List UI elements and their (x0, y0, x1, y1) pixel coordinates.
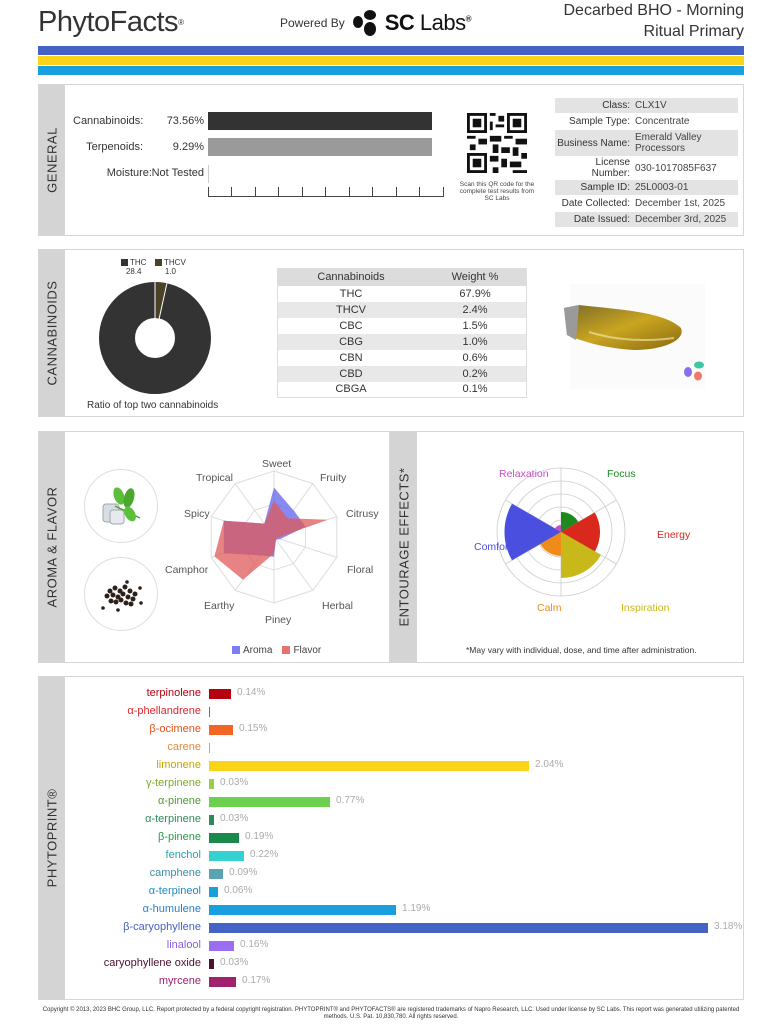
color-stripes (38, 46, 744, 76)
effect-label-calm: Calm (537, 602, 562, 614)
terpene-bar (209, 977, 236, 987)
table-header (278, 269, 527, 286)
terpene-value: 0.15% (239, 723, 268, 734)
info-row-license (555, 157, 738, 179)
terpene-name: β-pinene (157, 831, 201, 843)
powered-by (280, 9, 471, 37)
aroma-section-tab (39, 432, 65, 662)
terpene-row (65, 829, 735, 847)
info-value: 25L0003-01 (635, 182, 689, 193)
qr-code-icon[interactable] (467, 113, 527, 173)
radar-label-earthy: Earthy (204, 600, 235, 612)
terpene-row (65, 721, 735, 739)
cannabinoids-label: Cannabinoids: (73, 115, 144, 127)
terpene-bar (209, 905, 396, 915)
brand-mark: ® (178, 18, 184, 27)
effect-label-focus: Focus (607, 468, 636, 480)
terpene-value: 0.19% (245, 831, 274, 842)
cell-value: 2.4% (424, 302, 526, 318)
copyright-footer: Copyright © 2013, 2023 BHC Group, LLC. Report protected by a federal copyright registration. PHYTOPRINT® and PHYTOFACTS® are registered trademarks of Napro Research, LLC. Used under license by SC Labs. This report was generated utilizing patented methods. U.S. Pat. 10,830,780. All rights reserved. (42, 1007, 740, 1020)
general-axis (208, 187, 444, 197)
terpene-bar (209, 887, 218, 897)
info-row-date-collected (555, 196, 738, 211)
brand-name: PhytoFacts (38, 6, 179, 38)
effect-label-energy: Energy (657, 529, 691, 541)
terpene-bar (209, 743, 210, 753)
lab-logo-light: Labs (419, 10, 466, 35)
stripe-yellow (38, 56, 744, 65)
entourage-note: *May vary with individual, dose, and time after administration. (466, 645, 697, 655)
terpene-row (65, 973, 735, 991)
cell-name: THC (339, 287, 363, 300)
terpene-name: β-ocimene (149, 723, 201, 735)
effect-label-relaxation: Relaxation (499, 468, 549, 480)
terpene-value: 0.16% (240, 939, 269, 950)
legend-value: 28.4 (125, 267, 142, 276)
terpene-value: 0.06% (224, 885, 253, 896)
info-row-date-issued (555, 212, 738, 227)
terpene-row (65, 865, 735, 883)
info-key: Sample ID: (580, 182, 630, 193)
cell-value: 1.5% (462, 319, 488, 332)
cannabinoids-section-tab (39, 250, 65, 416)
stripe-lightblue (38, 66, 744, 75)
terpene-bar (209, 761, 529, 771)
terpene-row (65, 793, 735, 811)
concentrate-product-image (564, 280, 709, 395)
terpene-bar (209, 797, 330, 807)
cell-name: CBC (339, 319, 363, 332)
info-key: Date Collected: (561, 198, 630, 209)
cell-name: CBGA (335, 383, 367, 396)
cell-value: 67.9% (459, 287, 491, 300)
terpene-value: 0.03% (220, 957, 249, 968)
terpene-name: α-terpineol (148, 885, 201, 897)
info-value: Concentrate (635, 116, 690, 127)
phytoprint-section-tab (39, 677, 65, 999)
info-row-class (555, 98, 738, 113)
terpene-name: α-pinene (157, 795, 201, 807)
terpenoids-bar (208, 138, 432, 156)
table-row (278, 350, 527, 366)
terpene-row (65, 937, 735, 955)
info-key: Date Issued: (573, 214, 630, 225)
terpene-bar (209, 851, 244, 861)
info-value: December 3rd, 2025 (635, 214, 727, 225)
terpene-name: camphene (149, 867, 201, 879)
terpene-value: 0.22% (250, 849, 279, 860)
terpene-bar (209, 833, 239, 843)
cell-name: CBN (339, 351, 363, 364)
terpene-name: α-phellandrene (127, 705, 201, 717)
report-header (38, 0, 744, 44)
section-label: ENTOURAGE EFFECTS* (396, 467, 412, 627)
terpene-row (65, 703, 735, 721)
sample-info-table (555, 98, 738, 228)
legend-flavor (282, 645, 321, 656)
legend-aroma (232, 645, 272, 656)
terpene-value: 2.04% (535, 759, 564, 770)
moisture-label: Moisture: (106, 167, 152, 179)
cell-value: 0.6% (462, 351, 488, 364)
info-row-sample-id (555, 180, 738, 195)
aroma-flavor-radar-chart (204, 464, 347, 610)
terpene-bar (209, 779, 214, 789)
product-title-line2: Ritual Primary (643, 23, 744, 40)
info-key: License Number: (591, 157, 630, 179)
terpene-row (65, 847, 735, 865)
info-value: 030-1017085F637 (635, 162, 717, 174)
cell-value: 0.2% (424, 366, 526, 382)
general-section-tab (39, 85, 65, 235)
cell-name: CBG (278, 334, 425, 350)
qr-caption: Scan this QR code for the complete test results from SC Labs (459, 181, 535, 202)
column-header: Cannabinoids (278, 269, 425, 286)
terpene-value: 0.03% (220, 813, 249, 824)
terpene-name: myrcene (158, 975, 201, 987)
terpene-name: carene (167, 741, 201, 753)
terpene-bar (209, 869, 223, 879)
terpene-name: caryophyllene oxide (103, 957, 201, 969)
sc-labs-logo-icon (351, 9, 379, 37)
radar-label-spicy: Spicy (184, 508, 210, 520)
radar-label-herbal: Herbal (322, 600, 353, 612)
cannabinoids-table (277, 268, 527, 398)
radar-label-citrusy: Citrusy (346, 508, 379, 520)
table-row (278, 302, 527, 318)
terpene-value: 0.03% (220, 777, 249, 788)
terpene-value: 0.14% (237, 687, 266, 698)
lab-logo-bold: SC (384, 10, 415, 35)
terpene-bar (209, 689, 231, 699)
terpene-value: 0.77% (336, 795, 365, 806)
info-value: December 1st, 2025 (635, 198, 726, 209)
effect-label-comfort: Comfort (474, 541, 512, 553)
mint-aroma-icon (84, 469, 158, 543)
info-key: Business Name: (557, 137, 630, 149)
terpenoids-label: Terpenoids: (86, 141, 143, 153)
stripe-blue (38, 46, 744, 55)
peppercorn-aroma-icon (84, 557, 158, 631)
terpene-row (65, 919, 743, 937)
radar-label-sweet: Sweet (262, 458, 292, 470)
terpene-row (65, 775, 735, 793)
terpene-row (65, 811, 735, 829)
product-title-line1: Decarbed BHO - Morning (563, 2, 744, 19)
section-label: AROMA & FLAVOR (44, 486, 60, 608)
terpene-row (65, 739, 735, 757)
info-key: Class: (602, 100, 630, 111)
radar-label-piney: Piney (265, 614, 292, 626)
terpene-name: γ-terpinene (145, 777, 201, 789)
info-key: Sample Type: (569, 116, 630, 127)
donut-caption: Ratio of top two cannabinoids (87, 400, 219, 411)
donut-legend-thc (121, 258, 146, 276)
powered-by-label: Powered By (280, 16, 345, 30)
legend-name: THCV (164, 258, 186, 267)
legend-name: THC (130, 258, 147, 267)
terpene-name: α-humulene (142, 903, 201, 915)
terpene-name: linalool (166, 939, 201, 951)
moisture-bar (208, 165, 209, 183)
section-label: CANNABINOIDS (44, 280, 60, 386)
terpene-name: fenchol (165, 849, 201, 861)
general-section (38, 84, 744, 236)
lab-mark: ® (465, 14, 472, 24)
terpene-name: limonene (156, 759, 201, 771)
terpene-row (65, 955, 735, 973)
cell-name: CBD (278, 366, 425, 382)
terpene-row (65, 757, 735, 775)
cell-name: THCV (278, 302, 425, 318)
donut-legend-thcv (155, 258, 186, 276)
column-header: Weight % (424, 269, 526, 286)
entourage-section-tab (391, 432, 417, 662)
effect-label-inspiration: Inspiration (621, 602, 670, 614)
terpene-row (65, 883, 735, 901)
info-value: Emerald Valley Processors (635, 132, 702, 154)
moisture-value: Not Tested (151, 167, 204, 179)
cell-value: 1.0% (424, 334, 526, 350)
info-row-sample-type (555, 114, 738, 129)
terpene-value: 1.19% (402, 903, 431, 914)
aroma-flavor-legend (232, 645, 321, 656)
info-row-business-name (555, 130, 738, 156)
aroma-flavor-section (38, 431, 390, 663)
terpene-bar (209, 815, 214, 825)
table-row (278, 286, 527, 302)
terpene-value: 3.18% (714, 921, 743, 932)
radar-label-floral: Floral (347, 564, 374, 576)
radar-label-tropical: Tropical (196, 472, 233, 484)
info-value: CLX1V (635, 100, 667, 111)
section-label: PHYTOPRINT® (44, 788, 60, 888)
terpene-bar (209, 707, 210, 717)
product-title (563, 0, 744, 42)
terpene-name: β-caryophyllene (123, 921, 201, 933)
lab-logo (385, 10, 471, 36)
terpenoids-value: 9.29% (172, 141, 204, 153)
terpene-row (65, 685, 735, 703)
entourage-polar-chart (496, 467, 626, 597)
cannabinoids-section (38, 249, 744, 417)
entourage-section (390, 431, 744, 663)
terpene-name: terpinolene (146, 687, 201, 699)
terpene-value: 0.17% (242, 975, 271, 986)
table-row (278, 366, 527, 382)
table-row (278, 318, 527, 334)
section-label: GENERAL (44, 127, 60, 193)
phytoprint-section (38, 676, 744, 1000)
table-row (278, 334, 527, 350)
terpene-name: α-terpinene (145, 813, 201, 825)
terpene-value: 0.09% (229, 867, 258, 878)
legend-value: 1.0 (164, 267, 176, 276)
cannabinoids-bar (208, 112, 432, 130)
cell-value: 0.1% (462, 383, 488, 396)
table-row (278, 382, 527, 398)
radar-label-fruity: Fruity (320, 472, 347, 484)
cannabinoids-value: 73.56% (166, 115, 204, 127)
legend-label: Flavor (293, 645, 322, 656)
cannabinoid-donut-chart (99, 282, 211, 394)
terpene-bar (209, 959, 214, 969)
terpene-bar (209, 941, 234, 951)
brand-logo (38, 6, 183, 39)
radar-label-camphor: Camphor (165, 564, 209, 576)
terpene-bar (209, 725, 233, 735)
legend-label: Aroma (243, 645, 273, 656)
terpene-row (65, 901, 735, 919)
terpene-bar (209, 923, 708, 933)
